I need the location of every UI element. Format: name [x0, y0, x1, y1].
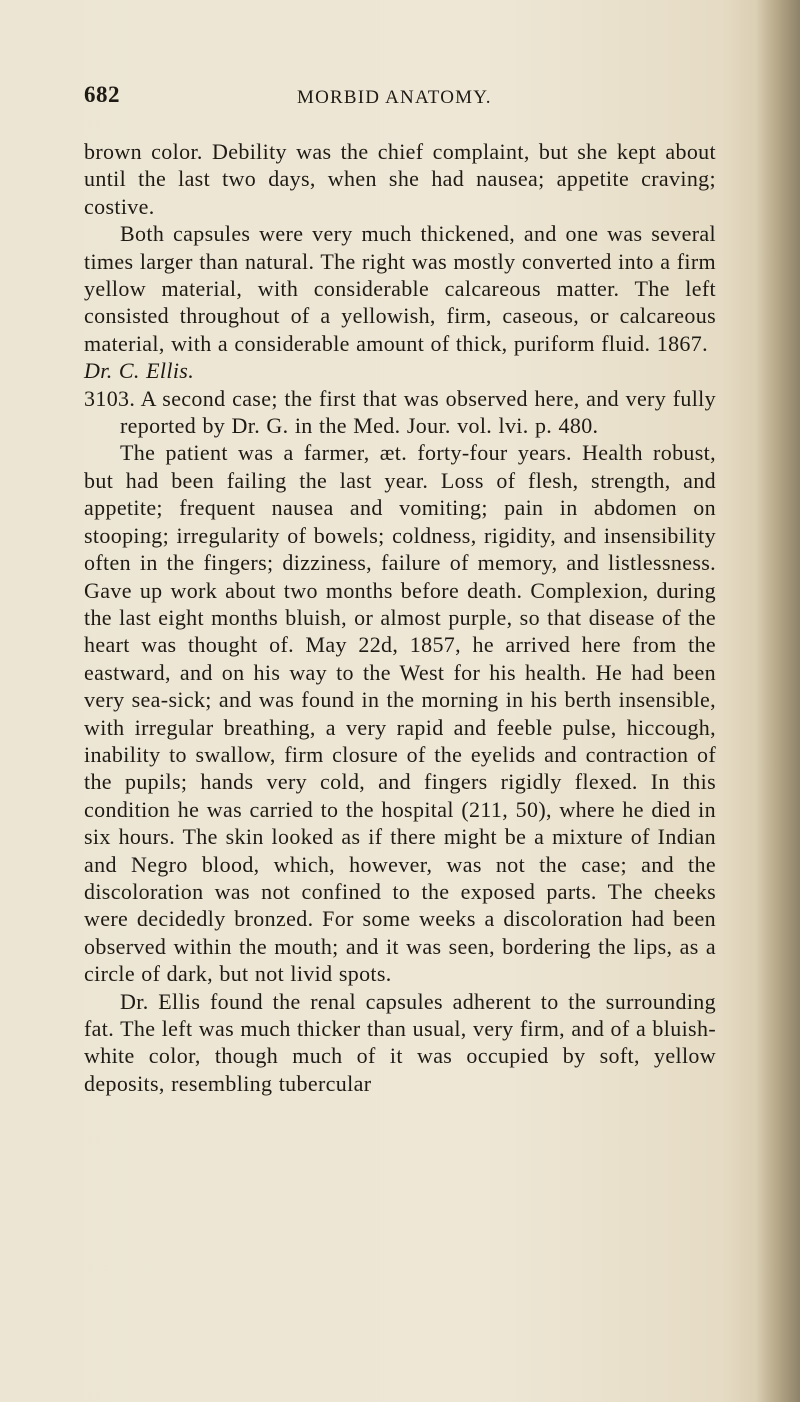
- page-header: [84, 82, 724, 112]
- paragraph-capsules: Both capsules were very much thickened, and one was several times larger than natural. The right was mostly converted into a firm yellow material, with considerable calcareous matter. The left consisted throughout of a yellowish, firm, caseous, or calcareous material, with a considerable amount of thick, puriform fluid. 1867.: [84, 221, 716, 356]
- body-text: [84, 138, 716, 1097]
- page-number: 682: [84, 82, 120, 107]
- paragraph-patient-history: The patient was a farmer, æt. forty-four years. Health robust, but had been failing the last year. Loss of flesh, strength, and appetite; frequent nausea and vomiting; pain in abdomen on stooping; irregularity of bowels; coldness, rigidity, and insensibility often in the fingers; dizziness, failure of memory, and listlessness. Gave up work about two months before death. Complexion, during the last eight months bluish, or almost purple, so that disease of the heart was thought of. May 22d, 1857, he arrived here from the eastward, and on his way to the West for his health. He had been very sea-sick; and was found in the morning in his berth insensible, with irregular breathing, a very rapid and feeble pulse, hiccough, inability to swallow, firm closure of the eyelids and contraction of the pupils; hands very cold, and fingers rigidly flexed. In this condition he was carried to the hospital (211, 50), where he died in six hours. The skin looked as if there might be a mixture of Indian and Negro blood, which, however, was not the case; and the discoloration was not confined to the exposed parts. The cheeks were decidedly bronzed. For some weeks a discoloration had been observed within the mouth; and it was seen, bordering the lips, as a circle of dark, but not livid spots.: [84, 440, 716, 987]
- page-edge-shadow: [756, 0, 800, 1402]
- paragraph-autopsy-findings: Dr. Ellis found the renal capsules adherent to the surrounding fat. The left was much thicker than usual, very firm, and of a bluish-white color, though much of it was occupied by soft, yellow deposits, resembling tubercular: [84, 988, 716, 1096]
- author-signature: Dr. C. Ellis.: [84, 358, 195, 384]
- paragraph-continued: brown color. Debility was the chief complaint, but she kept about until the last two days, when she had nausea; appetite craving; costive.: [84, 139, 716, 219]
- case-entry-3103: 3103. A second case; the first that was observed here, and very fully reported by Dr. G. in the Med. Jour. vol. lvi. p. 480.: [84, 385, 716, 439]
- running-head: MORBID ANATOMY.: [297, 87, 492, 108]
